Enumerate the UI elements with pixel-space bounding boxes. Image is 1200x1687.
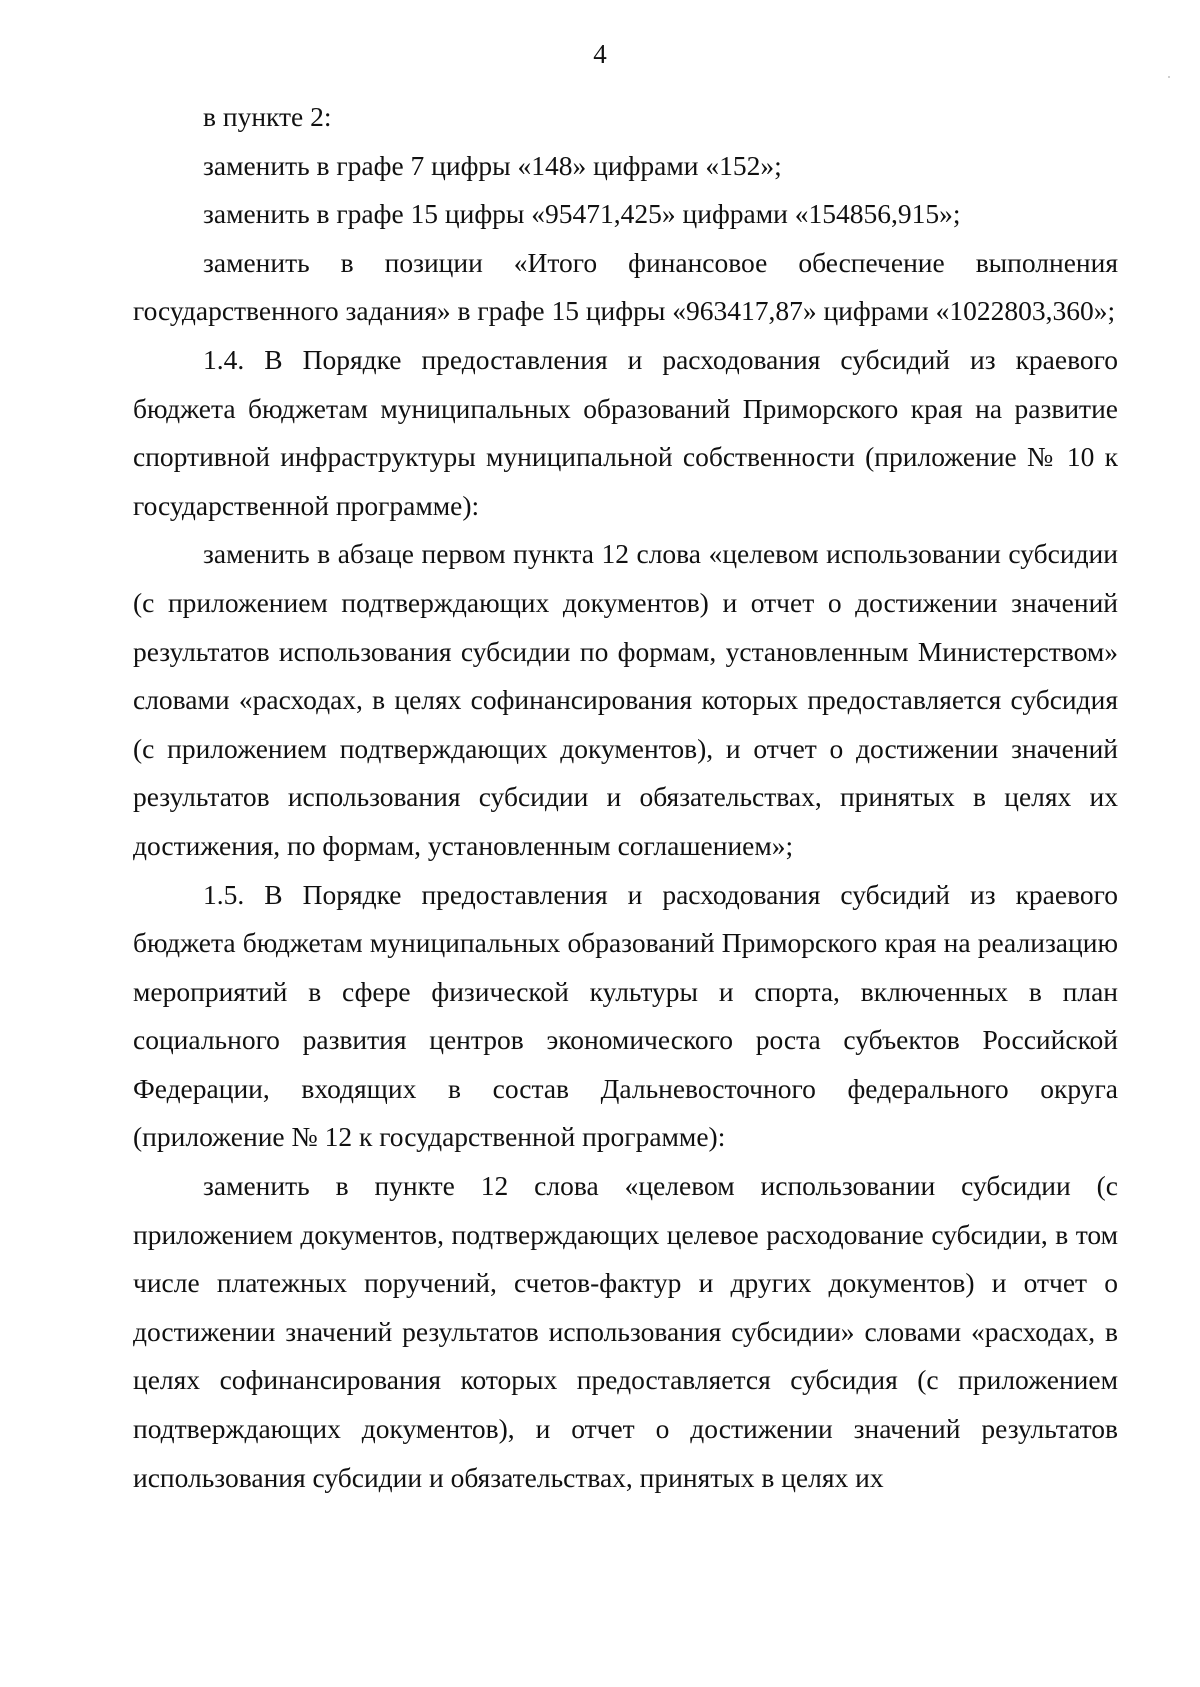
paragraph-replace-grafa-15: заменить в графе 15 цифры «95471,425» цифрами «154856,915»; (203, 198, 961, 230)
document-body (133, 93, 1118, 1502)
scan-speck (1168, 76, 1170, 78)
paragraph-item-1-4: 1.4. В Порядке предоставления и расходования субсидий из краевого бюджета бюджетам муниципальных образований Приморского края на развитие спортивной инфраструктуры муниципальной собственности (приложение № 10 к государственной программе): (133, 343, 1118, 521)
paragraph-replace-grafa-7: заменить в графе 7 цифры «148» цифрами «152»; (203, 149, 782, 181)
paragraph-punkt-2-intro: в пункте 2: (203, 101, 332, 132)
paragraph-replace-abzac-12: заменить в абзаце первом пункта 12 слова «целевом использовании субсидии (с приложением подтверждающих документов) и отчет о достижении значений результатов использования субсидии по формам, установленным Министерством» словами «расходах, в целях софинансирования которых предоставляется субсидия (с приложением подтверждающих документов), и отчет о достижении значений результатов использования субсидии и обязательствах, принятых в целях их достижения, по формам, установленным соглашением»; (133, 538, 1118, 861)
page-number: 4 (593, 39, 607, 69)
paragraph-replace-punkt-12: заменить в пункте 12 слова «целевом использовании субсидии (с приложением документов, подтверждающих целевое расходование субсидии, в том числе платежных поручений, счетов-фактур и других документов) и отчет о достижении значений результатов использования субсидии» словами «расходах, в целях софинансирования которых предоставляется субсидия (с приложением подтверждающих документов), и отчет о достижении значений результатов использования субсидии и обязательствах, принятых в целях их (133, 1170, 1118, 1493)
paragraph-item-1-5: 1.5. В Порядке предоставления и расходования субсидий из краевого бюджета бюджетам муниципальных образований Приморского края на реализацию мероприятий в сфере физической культуры и спорта, включенных в план социального развития центров экономического роста субъектов Российской Федерации, входящих в состав Дальневосточного федерального округа (приложение № 12 к государственной программе): (133, 878, 1118, 1153)
paragraph-replace-itogo: заменить в позиции «Итого финансовое обеспечение выполнения государственного задания» в графе 15 цифры «963417,87» цифрами «1022803,360»; (133, 246, 1118, 327)
